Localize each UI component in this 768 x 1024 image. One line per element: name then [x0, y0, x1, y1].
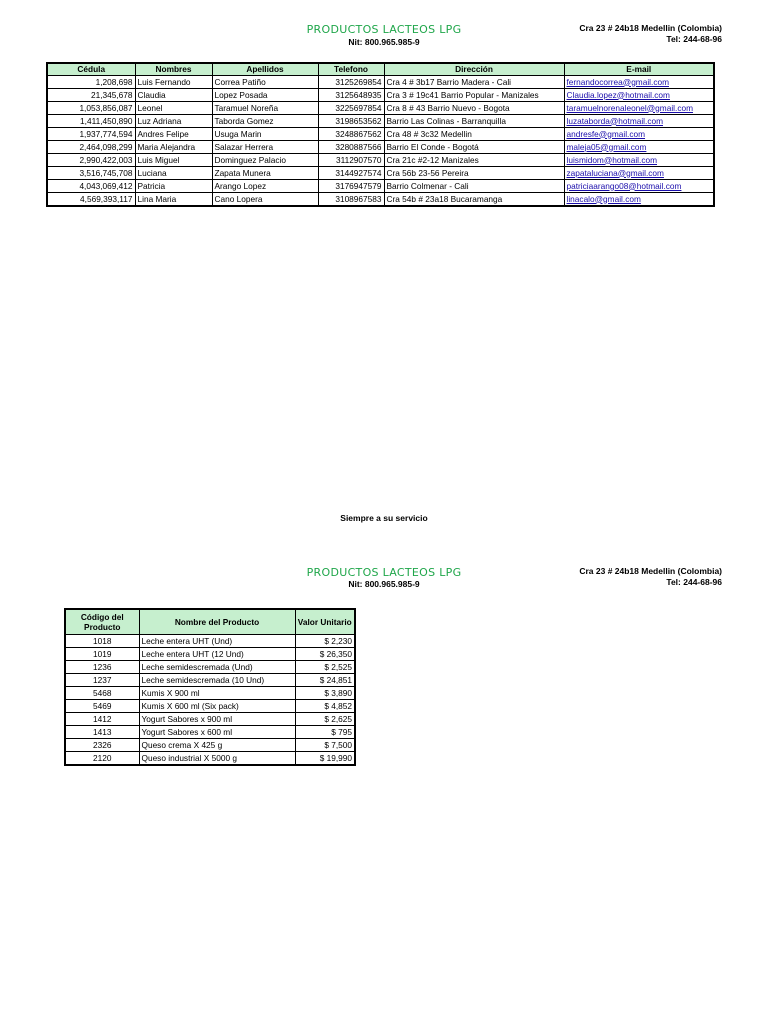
company-name-2: PRODUCTOS LACTEOS LPG	[306, 566, 462, 579]
cedula-cell: 1,053,856,087	[47, 102, 135, 115]
valor-cell: $ 19,990	[295, 752, 355, 766]
codigo-cell: 1412	[65, 713, 139, 726]
valor-cell: $ 7,500	[295, 739, 355, 752]
col-telefono: Telefono	[318, 63, 384, 76]
apellidos-cell: Correa Patiño	[212, 76, 318, 89]
nombres-cell: Luis Miguel	[135, 154, 212, 167]
producto-cell: Leche entera UHT (Und)	[139, 635, 295, 648]
clients-table	[46, 62, 715, 207]
table-row	[47, 141, 714, 154]
direccion-cell: Cra 8 # 43 Barrio Nuevo - Bogota	[384, 102, 564, 115]
nombres-cell: Patricia	[135, 180, 212, 193]
apellidos-cell: Zapata Munera	[212, 167, 318, 180]
direccion-cell: Barrio El Conde - Bogotá	[384, 141, 564, 154]
col-email: E-mail	[564, 63, 714, 76]
direccion-cell: Cra 54b # 23a18 Bucaramanga	[384, 193, 564, 207]
company-address-2: Cra 23 # 24b18 Medellin (Colombia)	[579, 566, 722, 576]
valor-cell: $ 3,890	[295, 687, 355, 700]
products-header-row	[65, 609, 355, 635]
email-cell[interactable]: zapataluciana@gmail.com	[564, 167, 714, 180]
direccion-cell: Barrio Colmenar - Cali	[384, 180, 564, 193]
table-row	[47, 115, 714, 128]
valor-cell: $ 26,350	[295, 648, 355, 661]
nombres-cell: Andres Felipe	[135, 128, 212, 141]
table-row	[65, 661, 355, 674]
valor-cell: $ 2,625	[295, 713, 355, 726]
table-row	[65, 713, 355, 726]
table-row	[65, 648, 355, 661]
company-nit-2: Nit: 800.965.985-9	[348, 579, 420, 589]
company-phone: Tel: 244-68-96	[666, 34, 722, 44]
table-row	[65, 739, 355, 752]
email-cell[interactable]: fernandocorrea@gmail.com	[564, 76, 714, 89]
cedula-cell: 4,569,393,117	[47, 193, 135, 207]
telefono-cell: 3248867562	[318, 128, 384, 141]
telefono-cell: 3280887566	[318, 141, 384, 154]
email-cell[interactable]: maleja05@gmail.com	[564, 141, 714, 154]
table-row	[47, 128, 714, 141]
valor-cell: $ 24,851	[295, 674, 355, 687]
telefono-cell: 3176947579	[318, 180, 384, 193]
producto-cell: Kumis X 600 ml (Six pack)	[139, 700, 295, 713]
direccion-cell: Cra 3 # 19c41 Barrio Popular - Manizales	[384, 89, 564, 102]
table-row	[65, 700, 355, 713]
table-row	[47, 180, 714, 193]
codigo-cell: 1019	[65, 648, 139, 661]
company-name: PRODUCTOS LACTEOS LPG	[306, 23, 462, 36]
company-address-block-2	[579, 566, 722, 588]
col-nombres: Nombres	[135, 63, 212, 76]
col-direccion: Dirección	[384, 63, 564, 76]
tagline: Siempre a su servicio	[340, 513, 428, 523]
apellidos-cell: Usuga Marin	[212, 128, 318, 141]
table-row	[65, 687, 355, 700]
apellidos-cell: Taramuel Noreña	[212, 102, 318, 115]
codigo-cell: 1018	[65, 635, 139, 648]
codigo-cell: 5469	[65, 700, 139, 713]
codigo-cell: 5468	[65, 687, 139, 700]
apellidos-cell: Dominguez Palacio	[212, 154, 318, 167]
email-cell[interactable]: linacalo@gmail.com	[564, 193, 714, 207]
table-row	[65, 726, 355, 739]
direccion-cell: Cra 21c #2-12 Manizales	[384, 154, 564, 167]
products-table	[64, 608, 356, 766]
telefono-cell: 3144927574	[318, 167, 384, 180]
cedula-cell: 4,043,069,412	[47, 180, 135, 193]
clients-body	[47, 76, 714, 207]
producto-cell: Queso industrial X 5000 g	[139, 752, 295, 766]
products-body	[65, 635, 355, 766]
cedula-cell: 21,345,678	[47, 89, 135, 102]
table-row	[47, 167, 714, 180]
cedula-cell: 2,990,422,003	[47, 154, 135, 167]
telefono-cell: 3108967583	[318, 193, 384, 207]
telefono-cell: 3125648935	[318, 89, 384, 102]
apellidos-cell: Salazar Herrera	[212, 141, 318, 154]
table-row	[65, 635, 355, 648]
nombres-cell: Leonel	[135, 102, 212, 115]
company-address: Cra 23 # 24b18 Medellin (Colombia)	[579, 23, 722, 33]
codigo-cell: 1237	[65, 674, 139, 687]
table-row	[47, 154, 714, 167]
col-apellidos: Apellidos	[212, 63, 318, 76]
company-phone-2: Tel: 244-68-96	[666, 577, 722, 587]
producto-cell: Kumis X 900 ml	[139, 687, 295, 700]
codigo-cell: 2120	[65, 752, 139, 766]
table-row	[47, 76, 714, 89]
producto-cell: Leche semidescremada (Und)	[139, 661, 295, 674]
valor-cell: $ 795	[295, 726, 355, 739]
apellidos-cell: Taborda Gomez	[212, 115, 318, 128]
col-nombre-producto: Nombre del Producto	[139, 609, 295, 635]
valor-cell: $ 2,230	[295, 635, 355, 648]
col-cedula: Cédula	[47, 63, 135, 76]
email-cell[interactable]: andresfe@gmail.com	[564, 128, 714, 141]
direccion-cell: Barrio Las Colinas - Barranquilla	[384, 115, 564, 128]
producto-cell: Queso crema X 425 g	[139, 739, 295, 752]
email-cell[interactable]: patriciaarango08@hotmail.com	[564, 180, 714, 193]
direccion-cell: Cra 4 # 3b17 Barrio Madera - Cali	[384, 76, 564, 89]
direccion-cell: Cra 56b 23-56 Pereira	[384, 167, 564, 180]
cedula-cell: 1,937,774,594	[47, 128, 135, 141]
cedula-cell: 2,464,098,299	[47, 141, 135, 154]
nombres-cell: Luis Fernando	[135, 76, 212, 89]
cedula-cell: 3,516,745,708	[47, 167, 135, 180]
company-address-block	[579, 23, 722, 45]
nombres-cell: Luz Adriana	[135, 115, 212, 128]
email-cell[interactable]: luzataborda@hotmail.com	[564, 115, 714, 128]
producto-cell: Leche entera UHT (12 Und)	[139, 648, 295, 661]
email-cell[interactable]: Claudia.lopez@hotmail.com	[564, 89, 714, 102]
apellidos-cell: Arango Lopez	[212, 180, 318, 193]
cedula-cell: 1,411,450,890	[47, 115, 135, 128]
telefono-cell: 3225697854	[318, 102, 384, 115]
telefono-cell: 3125269854	[318, 76, 384, 89]
cedula-cell: 1,208,698	[47, 76, 135, 89]
codigo-cell: 1413	[65, 726, 139, 739]
col-codigo: Código del Producto	[65, 609, 139, 635]
nombres-cell: Maria Alejandra	[135, 141, 212, 154]
apellidos-cell: Lopez Posada	[212, 89, 318, 102]
codigo-cell: 2326	[65, 739, 139, 752]
nombres-cell: Lina Maria	[135, 193, 212, 207]
producto-cell: Yogurt Sabores x 600 ml	[139, 726, 295, 739]
valor-cell: $ 4,852	[295, 700, 355, 713]
table-row	[47, 89, 714, 102]
email-cell[interactable]: taramuelnorenaleonel@gmail.com	[564, 102, 714, 115]
table-row	[47, 102, 714, 115]
col-valor-unitario: Valor Unitario	[295, 609, 355, 635]
valor-cell: $ 2,525	[295, 661, 355, 674]
nombres-cell: Luciana	[135, 167, 212, 180]
clients-header-row	[47, 63, 714, 76]
table-row	[65, 674, 355, 687]
codigo-cell: 1236	[65, 661, 139, 674]
company-nit: Nit: 800.965.985-9	[348, 37, 420, 47]
table-row	[47, 193, 714, 207]
direccion-cell: Cra 48 # 3c32 Medellin	[384, 128, 564, 141]
producto-cell: Leche semidescremada (10 Und)	[139, 674, 295, 687]
table-row	[65, 752, 355, 766]
telefono-cell: 3198653562	[318, 115, 384, 128]
apellidos-cell: Cano Lopera	[212, 193, 318, 207]
producto-cell: Yogurt Sabores x 900 ml	[139, 713, 295, 726]
telefono-cell: 3112907570	[318, 154, 384, 167]
nombres-cell: Claudia	[135, 89, 212, 102]
email-cell[interactable]: luismidom@hotmail.com	[564, 154, 714, 167]
